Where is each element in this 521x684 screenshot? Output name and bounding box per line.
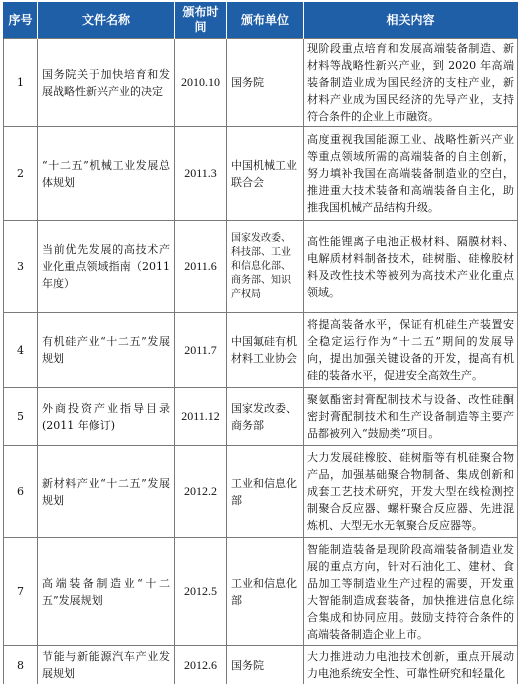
row-name: 当前优先发展的高技术产业化重点领域指南（2011 年度） (38, 221, 175, 313)
header-no: 序号 (4, 2, 38, 39)
row-date: 2011.3 (175, 127, 227, 221)
table-header (4, 2, 518, 39)
row-content: 将提高装备水平，保证有机硅生产装置安全稳定运行作为“十二五”期间的发展导向，提出加强关键设备的开发，提高有机硅的装备水平，促进安全高效生产。 (304, 313, 518, 388)
row-no: 3 (4, 221, 38, 313)
table-row (4, 538, 518, 646)
row-name: 节能与新能源汽车产业发展规划 (38, 646, 175, 684)
header-unit: 颁布单位 (227, 2, 304, 39)
row-date: 2012.6 (175, 646, 227, 684)
row-no: 5 (4, 388, 38, 446)
row-name: 国务院关于加快培育和发展战略性新兴产业的决定 (38, 39, 175, 127)
header-content: 相关内容 (304, 2, 518, 39)
row-unit: 中国机械工业联合会 (227, 127, 304, 221)
row-unit: 国家发改委、科技部、工业和信息化部、商务部、知识产权局 (227, 221, 304, 313)
row-name: 有机硅产业“十二五”发展规划 (38, 313, 175, 388)
table-row (4, 127, 518, 221)
row-content: 聚氨酯密封膏配制技术与设备、改性硅酮密封膏配制技术和生产设备制造等主要产品都被列入“鼓励类”项目。 (304, 388, 518, 446)
row-no: 6 (4, 446, 38, 538)
row-date: 2011.6 (175, 221, 227, 313)
row-no: 8 (4, 646, 38, 684)
row-unit: 国家发改委、商务部 (227, 388, 304, 446)
policy-table (3, 2, 518, 684)
row-unit: 工业和信息化部 (227, 446, 304, 538)
row-content: 智能制造装备是现阶段高端装备制造业发展的重点方向，针对石油化工、建材、食品加工等制造业生产过程的需要，开发重大智能制造成套装备，加快推进信息化综合集成和协同应用。鼓励支持符合条件的高端装备制造企业上市。 (304, 538, 518, 646)
row-content: 现阶段重点培育和发展高端装备制造、新材料等战略性新兴产业，到 2020 年高端装备制造业成为国民经济的支柱产业，新材料产业成为国民经济的先导产业，支持符合条件的企业上市融资。 (304, 39, 518, 127)
table-row (4, 221, 518, 313)
table-row (4, 646, 518, 684)
table-row (4, 313, 518, 388)
table-row (4, 446, 518, 538)
table-row (4, 39, 518, 127)
row-name: “十二五”机械工业发展总体规划 (38, 127, 175, 221)
row-content: 大力推进动力电池技术创新，重点开展动力电池系统安全性、可靠性研究和轻量化 (304, 646, 518, 684)
row-no: 4 (4, 313, 38, 388)
table-row (4, 388, 518, 446)
row-no: 2 (4, 127, 38, 221)
row-no: 7 (4, 538, 38, 646)
row-name: 高端装备制造业“十二五”发展规划 (38, 538, 175, 646)
row-date: 2012.5 (175, 538, 227, 646)
row-unit: 国务院 (227, 646, 304, 684)
row-date: 2012.2 (175, 446, 227, 538)
row-content: 高度重视我国能源工业、战略性新兴产业等重点领域所需的高端装备的自主创新，努力填补我国在高端装备制造业的空白，推进重大技术装备和高端装备自主化，助推我国机械产品结构升级。 (304, 127, 518, 221)
row-date: 2011.12 (175, 388, 227, 446)
row-unit: 工业和信息化部 (227, 538, 304, 646)
row-date: 2010.10 (175, 39, 227, 127)
row-no: 1 (4, 39, 38, 127)
header-date: 颁布时间 (175, 2, 227, 39)
row-unit: 国务院 (227, 39, 304, 127)
header-name: 文件名称 (38, 2, 175, 39)
row-unit: 中国氟硅有机材料工业协会 (227, 313, 304, 388)
row-name: 外商投资产业指导目录(2011 年修订) (38, 388, 175, 446)
row-date: 2011.7 (175, 313, 227, 388)
row-content: 高性能锂离子电池正极材料、隔膜材料、电解质材料制备技术，硅树脂、硅橡胶材料及改性技术等被列为高技术产业化重点领域。 (304, 221, 518, 313)
row-name: 新材料产业“十二五”发展规划 (38, 446, 175, 538)
row-content: 大力发展硅橡胶、硅树脂等有机硅聚合物产品，加强基础聚合物制备、集成创新和成套工艺技术研究，开发大型在线检测控制聚合反应器、螺杆聚合反应器、先进混炼机、大型无水无氧聚合反应器等。 (304, 446, 518, 538)
